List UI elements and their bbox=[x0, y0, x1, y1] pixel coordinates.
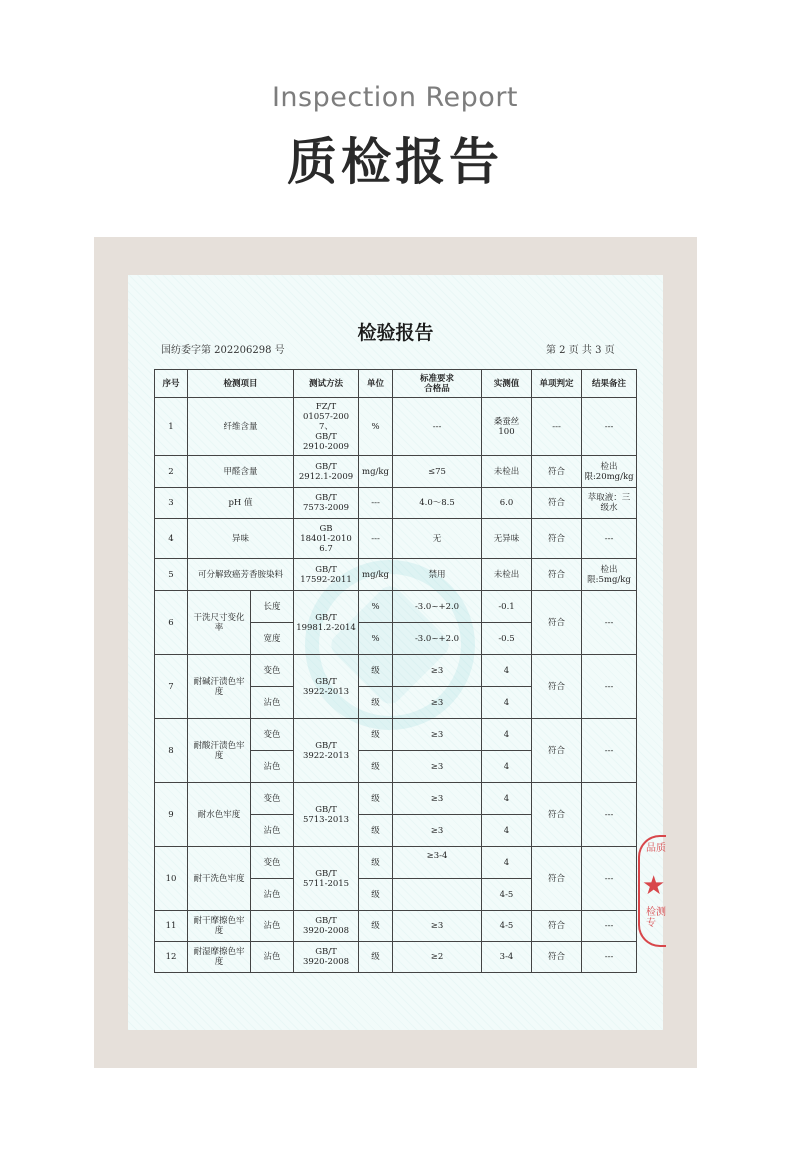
stamp-text-top: 品质 bbox=[646, 843, 666, 854]
cell-item: 干洗尺寸变化 率 bbox=[188, 591, 251, 655]
cell-no: 2 bbox=[155, 456, 188, 488]
cell-method: GB 18401-2010 6.7 bbox=[294, 519, 359, 559]
cell-sub-item: 沾色 bbox=[251, 911, 294, 942]
cell-sub-item: 沾色 bbox=[251, 879, 294, 911]
cell-sub-item: 变色 bbox=[251, 719, 294, 751]
cell-unit: 级 bbox=[359, 911, 393, 942]
cell-method: GB/T 3920-2008 bbox=[294, 911, 359, 942]
column-header: 序号 bbox=[155, 370, 188, 398]
red-seal-stamp bbox=[638, 835, 666, 947]
cell-req: ≥3 bbox=[393, 751, 482, 783]
cell-unit: 级 bbox=[359, 687, 393, 719]
cell-sub-item: 长度 bbox=[251, 591, 294, 623]
cell-judge: 符合 bbox=[532, 942, 582, 973]
cell-no: 6 bbox=[155, 591, 188, 655]
table-row bbox=[155, 942, 637, 973]
cell-value: 4 bbox=[482, 719, 532, 751]
cell-sub-item: 沾色 bbox=[251, 751, 294, 783]
cell-no: 5 bbox=[155, 559, 188, 591]
cell-method: GB/T 3922-2013 bbox=[294, 719, 359, 783]
cell-req: -3.0~+2.0 bbox=[393, 623, 482, 655]
cell-note: --- bbox=[582, 591, 637, 655]
cell-value: 4 bbox=[482, 783, 532, 815]
cell-no: 12 bbox=[155, 942, 188, 973]
cell-sub-item: 变色 bbox=[251, 847, 294, 879]
column-header: 实测值 bbox=[482, 370, 532, 398]
table-row bbox=[155, 719, 637, 751]
cell-sub-item: 变色 bbox=[251, 783, 294, 815]
inspection-table bbox=[154, 369, 637, 973]
cell-judge: 符合 bbox=[532, 519, 582, 559]
column-header: 检测项目 bbox=[188, 370, 294, 398]
cell-note: --- bbox=[582, 719, 637, 783]
cell-note: --- bbox=[582, 911, 637, 942]
table-row bbox=[155, 456, 637, 488]
stamp-text-bottom: 检测专 bbox=[646, 907, 666, 929]
report-page-info: 第 2 页 共 3 页 bbox=[546, 345, 615, 356]
cell-item: 可分解致癌芳香胺染料 bbox=[188, 559, 294, 591]
cell-method: GB/T 19981.2-2014 bbox=[294, 591, 359, 655]
cell-note: --- bbox=[582, 942, 637, 973]
cell-unit: % bbox=[359, 623, 393, 655]
cell-judge: 符合 bbox=[532, 591, 582, 655]
cell-unit: % bbox=[359, 398, 393, 456]
cell-unit: 级 bbox=[359, 942, 393, 973]
cell-judge: 符合 bbox=[532, 847, 582, 911]
cell-note: 检出 限:5mg/kg bbox=[582, 559, 637, 591]
cell-judge: 符合 bbox=[532, 719, 582, 783]
cell-req: 禁用 bbox=[393, 559, 482, 591]
cell-req: 4.0～8.5 bbox=[393, 488, 482, 519]
cell-unit: --- bbox=[359, 488, 393, 519]
cell-method: GB/T 3920-2008 bbox=[294, 942, 359, 973]
cell-judge: 符合 bbox=[532, 911, 582, 942]
cell-req: 无 bbox=[393, 519, 482, 559]
cell-judge: 符合 bbox=[532, 655, 582, 719]
cell-no: 8 bbox=[155, 719, 188, 783]
cell-no: 4 bbox=[155, 519, 188, 559]
cell-value: -0.5 bbox=[482, 623, 532, 655]
cell-unit: 级 bbox=[359, 847, 393, 879]
cell-req: ≥3 bbox=[393, 815, 482, 847]
cell-note: 萃取液：三 级水 bbox=[582, 488, 637, 519]
column-header: 结果备注 bbox=[582, 370, 637, 398]
column-header: 标准要求 合格品 bbox=[393, 370, 482, 398]
cell-item: 耐水色牢度 bbox=[188, 783, 251, 847]
cell-item: 耐酸汗渍色牢 度 bbox=[188, 719, 251, 783]
cell-no: 10 bbox=[155, 847, 188, 911]
cell-no: 3 bbox=[155, 488, 188, 519]
cell-value: 4-5 bbox=[482, 879, 532, 911]
cell-item: 耐干摩擦色牢 度 bbox=[188, 911, 251, 942]
cell-item: pH 值 bbox=[188, 488, 294, 519]
cell-no: 9 bbox=[155, 783, 188, 847]
cell-sub-item: 沾色 bbox=[251, 687, 294, 719]
table-row bbox=[155, 911, 637, 942]
cell-req: ≥3-4 bbox=[393, 847, 482, 879]
cell-req: -3.0~+2.0 bbox=[393, 591, 482, 623]
cell-no: 1 bbox=[155, 398, 188, 456]
star-icon: ★ bbox=[642, 871, 666, 901]
cell-no: 7 bbox=[155, 655, 188, 719]
cell-item: 纤维含量 bbox=[188, 398, 294, 456]
cell-sub-item: 变色 bbox=[251, 655, 294, 687]
cell-value: 4 bbox=[482, 847, 532, 879]
table-body bbox=[155, 398, 637, 973]
table-row bbox=[155, 783, 637, 815]
cell-note: --- bbox=[582, 783, 637, 847]
cell-sub-item: 沾色 bbox=[251, 815, 294, 847]
cell-unit: mg/kg bbox=[359, 559, 393, 591]
cell-req: --- bbox=[393, 398, 482, 456]
table-row bbox=[155, 591, 637, 623]
cell-value: 未检出 bbox=[482, 559, 532, 591]
column-header: 单位 bbox=[359, 370, 393, 398]
cell-method: GB/T 5711-2015 bbox=[294, 847, 359, 911]
cell-req: ≥3 bbox=[393, 719, 482, 751]
cell-unit: 级 bbox=[359, 815, 393, 847]
cell-sub-item: 宽度 bbox=[251, 623, 294, 655]
column-header: 测试方法 bbox=[294, 370, 359, 398]
cell-method: GB/T 2912.1-2009 bbox=[294, 456, 359, 488]
cell-value: 4-5 bbox=[482, 911, 532, 942]
cell-unit: 级 bbox=[359, 719, 393, 751]
cell-value: 4 bbox=[482, 815, 532, 847]
cell-item: 耐干洗色牢度 bbox=[188, 847, 251, 911]
cell-note: --- bbox=[582, 519, 637, 559]
header-subtitle-en: Inspection Report bbox=[271, 82, 519, 113]
cell-note: 检出 限:20mg/kg bbox=[582, 456, 637, 488]
cell-note: --- bbox=[582, 655, 637, 719]
cell-method: GB/T 3922-2013 bbox=[294, 655, 359, 719]
cell-sub-item: 沾色 bbox=[251, 942, 294, 973]
cell-no: 11 bbox=[155, 911, 188, 942]
column-header: 单项判定 bbox=[532, 370, 582, 398]
header-title-zh: 质检报告 bbox=[287, 133, 503, 191]
cell-judge: 符合 bbox=[532, 456, 582, 488]
cell-unit: 级 bbox=[359, 783, 393, 815]
cell-item: 甲醛含量 bbox=[188, 456, 294, 488]
cell-judge: 符合 bbox=[532, 559, 582, 591]
cell-judge: 符合 bbox=[532, 783, 582, 847]
cell-item: 耐湿摩擦色牢 度 bbox=[188, 942, 251, 973]
cell-value: 4 bbox=[482, 655, 532, 687]
cell-unit: mg/kg bbox=[359, 456, 393, 488]
cell-method: GB/T 5713-2013 bbox=[294, 783, 359, 847]
cell-item: 耐碱汗渍色牢 度 bbox=[188, 655, 251, 719]
cell-req: ≥3 bbox=[393, 687, 482, 719]
cell-unit: --- bbox=[359, 519, 393, 559]
cell-method: GB/T 7573-2009 bbox=[294, 488, 359, 519]
cell-item: 异味 bbox=[188, 519, 294, 559]
table-row bbox=[155, 655, 637, 687]
cell-req: ≥3 bbox=[393, 783, 482, 815]
cell-value: 3-4 bbox=[482, 942, 532, 973]
cell-req: ≥2 bbox=[393, 942, 482, 973]
table-row bbox=[155, 488, 637, 519]
report-doc-number: 国纺委字第 202206298 号 bbox=[161, 345, 285, 356]
cell-value: -0.1 bbox=[482, 591, 532, 623]
cell-note: --- bbox=[582, 847, 637, 911]
cell-req: ≥3 bbox=[393, 911, 482, 942]
cell-value: 无异味 bbox=[482, 519, 532, 559]
cell-note: --- bbox=[582, 398, 637, 456]
cell-judge: 符合 bbox=[532, 488, 582, 519]
cell-value: 未检出 bbox=[482, 456, 532, 488]
report-title: 检验报告 bbox=[357, 322, 434, 344]
cell-unit: % bbox=[359, 591, 393, 623]
cell-value: 6.0 bbox=[482, 488, 532, 519]
table-header-row bbox=[155, 370, 637, 398]
cell-req bbox=[393, 879, 482, 911]
cell-judge: --- bbox=[532, 398, 582, 456]
table-row bbox=[155, 398, 637, 456]
cell-method: FZ/T 01057-2007、 GB/T 2910-2009 bbox=[294, 398, 359, 456]
cell-req: ≤75 bbox=[393, 456, 482, 488]
cell-unit: 级 bbox=[359, 655, 393, 687]
cell-value: 桑蚕丝 100 bbox=[482, 398, 532, 456]
cell-unit: 级 bbox=[359, 751, 393, 783]
cell-value: 4 bbox=[482, 751, 532, 783]
cell-method: GB/T 17592-2011 bbox=[294, 559, 359, 591]
cell-value: 4 bbox=[482, 687, 532, 719]
cell-unit: 级 bbox=[359, 879, 393, 911]
table-row bbox=[155, 519, 637, 559]
table-row bbox=[155, 559, 637, 591]
cell-req: ≥3 bbox=[393, 655, 482, 687]
table-row bbox=[155, 847, 637, 879]
